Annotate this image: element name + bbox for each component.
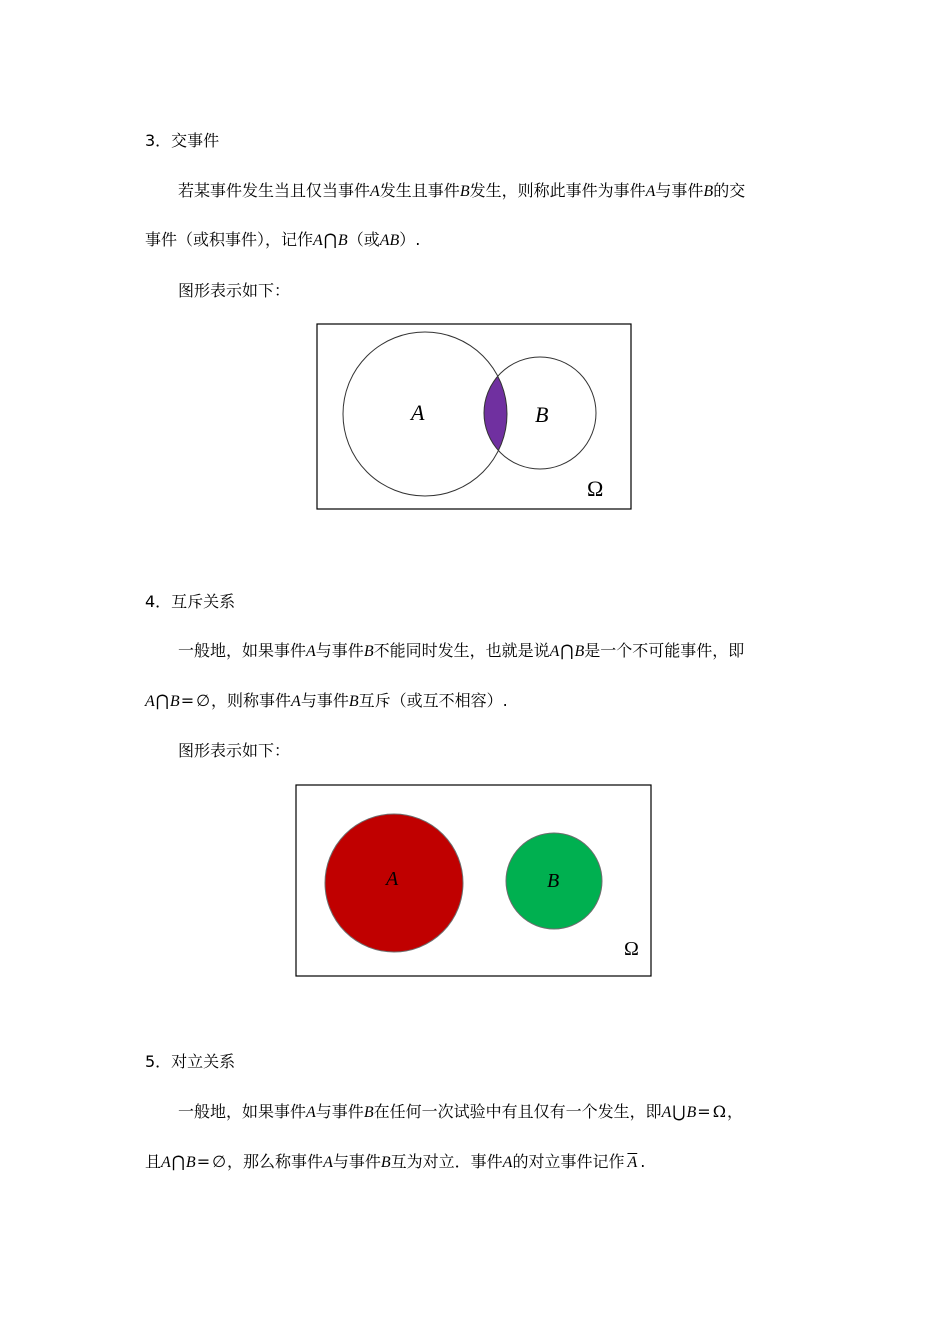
label-omega: Ω — [624, 938, 639, 960]
heading-text: 3．交事件 — [145, 131, 220, 150]
union-symbol: ⋃ — [672, 1102, 686, 1121]
label-b: B — [547, 870, 560, 892]
equals-sign: = — [180, 691, 195, 710]
section-5-para-line-2 — [145, 1151, 645, 1174]
math-b: B — [337, 232, 348, 249]
heading-text: 4．互斥关系 — [145, 592, 236, 611]
text: . — [640, 1152, 646, 1171]
text: 与事件 — [655, 181, 704, 200]
text: 互为对立．事件 — [390, 1152, 503, 1171]
text: ，则称事件 — [211, 691, 292, 710]
text: 与事件 — [315, 1102, 364, 1121]
text: 不能同时发生，也就是说 — [373, 641, 550, 660]
text: 若某事件发生当且仅当事件 — [178, 181, 371, 200]
math-a: A — [323, 1154, 333, 1171]
text: 的对立事件记作 — [512, 1152, 625, 1171]
text: 互斥（或互不相容）. — [358, 691, 508, 710]
math-a: A — [313, 232, 323, 249]
math-ab: AB — [379, 232, 400, 249]
text: 事件（或积事件），记作 — [145, 230, 314, 249]
intersection-symbol: ⋂ — [323, 230, 337, 249]
caption-text: 图形表示如下： — [178, 741, 291, 760]
math-b: B — [185, 1154, 196, 1171]
empty-set-symbol: ∅ — [196, 691, 211, 710]
section-5-para-line-1 — [178, 1101, 743, 1124]
math-b: B — [459, 183, 470, 200]
math-a: A — [306, 1104, 316, 1121]
label-a: A — [411, 400, 425, 425]
label-a: A — [386, 868, 399, 890]
text: ）. — [399, 230, 421, 249]
section-5-heading — [145, 1051, 235, 1073]
text: 是一个不可能事件，即 — [584, 641, 745, 660]
label-b: B — [535, 402, 549, 427]
text: 一般地，如果事件 — [178, 1102, 307, 1121]
math-a: A — [661, 1104, 672, 1121]
math-b: B — [574, 643, 585, 660]
math-a: A — [549, 643, 560, 660]
caption-text: 图形表示如下： — [178, 281, 291, 300]
equals-sign: = — [697, 1102, 711, 1121]
math-a: A — [502, 1154, 513, 1171]
math-a: A — [161, 1154, 171, 1171]
math-b: B — [686, 1104, 697, 1121]
intersection-symbol: ⋂ — [560, 641, 574, 660]
label-omega: Ω — [587, 476, 604, 501]
text: 发生，则称此事件为事件 — [469, 181, 646, 200]
math-b: B — [169, 693, 180, 710]
math-a: A — [645, 183, 656, 200]
text: ， — [726, 1102, 743, 1121]
omega-symbol: Ω — [712, 1102, 726, 1121]
math-b: B — [348, 693, 359, 710]
text: 在任何一次试验中有且仅有一个发生，即 — [373, 1102, 662, 1121]
text: 与事件 — [300, 691, 349, 710]
text: 且 — [145, 1152, 162, 1171]
intersection-symbol: ⋂ — [171, 1152, 185, 1171]
text: 与事件 — [332, 1152, 381, 1171]
text: ，那么称事件 — [227, 1152, 324, 1171]
empty-set-symbol: ∅ — [212, 1152, 227, 1171]
text: 一般地，如果事件 — [178, 641, 307, 660]
intersection-symbol: ⋂ — [155, 691, 169, 710]
equals-sign: = — [196, 1152, 211, 1171]
math-a-complement: $\overline{A}$ — [627, 1154, 638, 1171]
text: 与事件 — [315, 641, 364, 660]
math-b: B — [363, 1104, 374, 1121]
math-a: A — [291, 693, 301, 710]
text: 发生且事件 — [379, 181, 460, 200]
math-a: A — [370, 183, 380, 200]
math-a: A — [145, 693, 155, 710]
math-b: B — [703, 183, 714, 200]
text: 的交 — [713, 181, 746, 200]
heading-text: 5．对立关系 — [145, 1052, 236, 1071]
math-b: B — [363, 643, 374, 660]
text: （或 — [347, 230, 380, 249]
math-b: B — [380, 1154, 391, 1171]
math-a: A — [306, 643, 316, 660]
